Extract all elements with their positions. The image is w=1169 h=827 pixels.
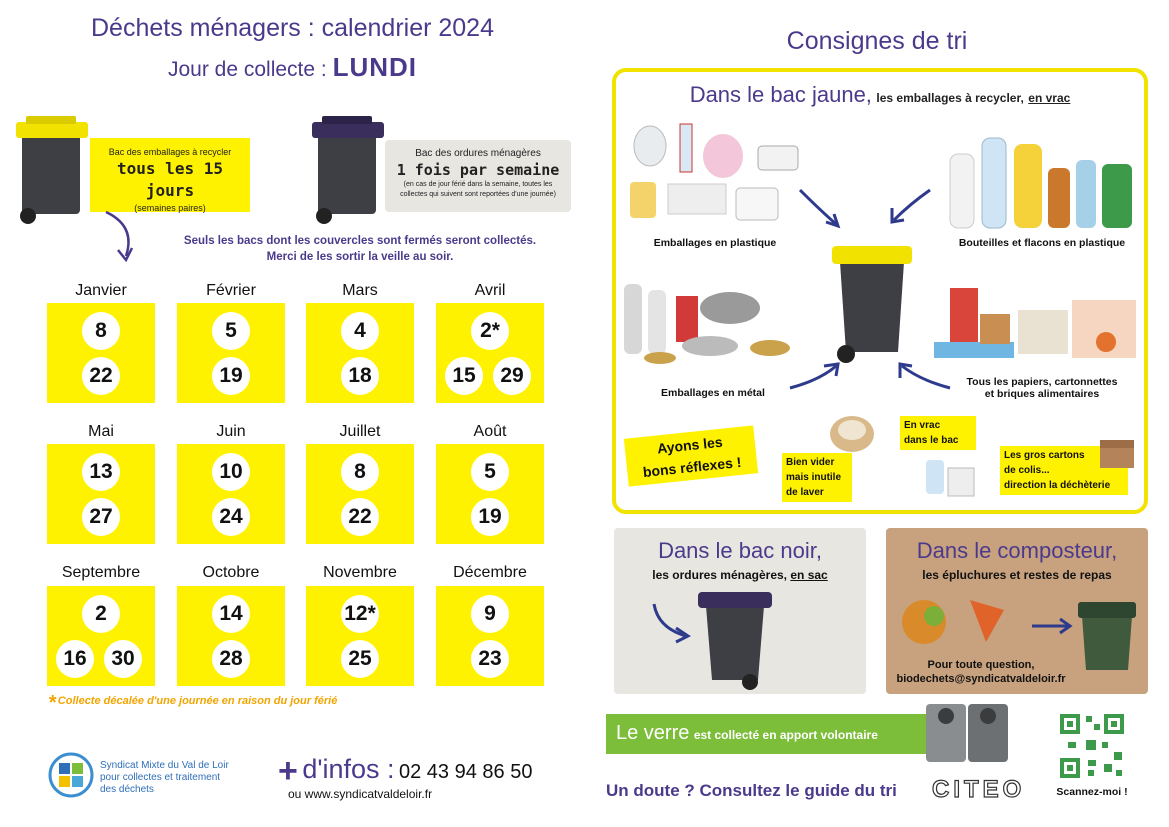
tip-cartons-line2: de colis... — [1004, 465, 1050, 476]
collection-date: 18 — [341, 357, 379, 395]
sorting-guide-line: Un doute ? Consultez le guide du tri — [606, 781, 897, 800]
collection-date: 8 — [341, 453, 379, 491]
month-box — [436, 444, 544, 544]
black-bin-panel-title: Dans le bac noir, — [658, 538, 822, 563]
scan-label: Scannez-moi ! — [1056, 786, 1128, 798]
month-box — [306, 586, 414, 686]
papers-cartons-image — [930, 284, 1142, 370]
tri-title: Consignes de tri — [786, 27, 968, 55]
papers-caption-line2: et briques alimentaires — [984, 388, 1100, 400]
month-box — [177, 303, 285, 403]
collection-date: 22 — [341, 498, 379, 536]
month-box — [177, 444, 285, 544]
month-box — [436, 303, 544, 403]
month-box — [177, 586, 285, 686]
collection-date: 15 — [445, 357, 483, 395]
yellow-bin-line3: (semaines paires) — [134, 203, 206, 213]
collect-label: Jour de collecte : — [167, 58, 327, 81]
month-name: Janvier — [75, 282, 127, 299]
footnote — [48, 692, 337, 715]
plus-icon: + — [278, 752, 298, 790]
month-box — [47, 586, 155, 686]
tip-empty — [782, 453, 852, 502]
yellow-bin-subtitle: les emballages à recycler, — [876, 91, 1024, 105]
qr-code[interactable] — [1058, 712, 1126, 780]
yellow-bin-subtitle-em: en vrac — [1028, 91, 1071, 105]
arrow-to-composter — [1030, 616, 1074, 636]
black-bin-line1: Bac des ordures ménagères — [415, 148, 541, 159]
curved-arrow — [100, 208, 140, 264]
plastic-packaging-caption: Emballages en plastique — [653, 237, 777, 249]
collection-warning — [150, 233, 570, 265]
yellow-bin-note — [90, 138, 250, 212]
black-bin-frequency: 1 fois par semaine — [396, 161, 560, 179]
org-line1: Syndicat Mixte du Val de Loir — [100, 760, 229, 771]
month-name: Décembre — [453, 564, 527, 581]
footnote-star: * — [48, 692, 56, 714]
compost-email[interactable]: biodechets@syndicatvaldeloir.fr — [896, 673, 1066, 685]
peelings-image — [900, 594, 1020, 648]
plastic-bottles-caption: Bouteilles et flacons en plastique — [958, 237, 1126, 249]
month-name: Juin — [216, 423, 246, 440]
month-box — [47, 444, 155, 544]
collection-date: 19 — [471, 498, 509, 536]
yogurt-pot-icon — [826, 414, 878, 454]
yellow-bin-line1: Bac des emballages à recycler — [108, 147, 232, 157]
month-name: Septembre — [61, 564, 141, 581]
org-line2: pour collectes et traitement — [100, 772, 221, 783]
citeo-logo: CITEO — [932, 776, 1026, 803]
collection-date: 25 — [341, 640, 379, 678]
yellow-bin-frequency: tous les 15 jours — [117, 159, 223, 200]
arrow-to-black-bin — [648, 598, 698, 644]
black-bin-line3: (en cas de jour férié dans la semaine, toutes les collectes qui suivent sont reportées d'une journée) — [400, 181, 556, 198]
month-name: Février — [206, 282, 256, 299]
tip-loose — [900, 416, 976, 450]
page-title: Déchets ménagers : calendrier 2024 — [90, 14, 494, 42]
phone-number[interactable]: 02 43 94 86 50 — [398, 761, 533, 783]
collection-date: 8 — [82, 312, 120, 350]
composter-image — [1074, 594, 1140, 674]
metal-packaging-image — [620, 278, 800, 368]
black-bin-illustration — [310, 112, 390, 227]
cardboard-box-icon — [1096, 432, 1138, 472]
month-name: Août — [473, 423, 507, 440]
collection-date: 2 — [82, 595, 120, 633]
compost-title: Dans le composteur, — [916, 538, 1118, 563]
tip-empty-line3: de laver — [786, 487, 824, 498]
collection-date: 4 — [341, 312, 379, 350]
collection-date: 9 — [471, 595, 509, 633]
collection-date: 2* — [471, 312, 509, 350]
tip-empty-line1: Bien vider — [786, 457, 835, 468]
collection-date: 5 — [471, 453, 509, 491]
collect-day-line — [0, 52, 585, 83]
compost-subtitle: les épluchures et restes de repas — [922, 568, 1112, 582]
collection-date: 24 — [212, 498, 250, 536]
plastic-bottles-image — [946, 124, 1136, 232]
tip-empty-line2: mais inutile — [786, 472, 842, 483]
loose-packaging-icon — [920, 452, 980, 502]
tip-loose-line1: En vrac — [904, 420, 941, 431]
collect-day: LUNDI — [332, 52, 418, 82]
tip-cartons-line1: Les gros cartons — [1004, 450, 1085, 461]
tip-cartons-line3: direction la déchèterie — [1004, 480, 1111, 491]
tip-loose-line2: dans le bac — [904, 435, 959, 446]
collection-date: 13 — [82, 453, 120, 491]
collection-date: 10 — [212, 453, 250, 491]
black-bin-note — [385, 140, 571, 212]
glass-label: Le verre — [616, 722, 690, 744]
metal-packaging-caption: Emballages en métal — [661, 387, 765, 399]
glass-text: est collecté en apport volontaire — [693, 728, 878, 742]
warning-line1: Seuls les bacs dont les couvercles sont fermés seront collectés. — [183, 235, 537, 247]
syndicat-logo — [48, 752, 94, 798]
syndicat-name — [100, 760, 229, 796]
collection-date: 5 — [212, 312, 250, 350]
compost-contact — [886, 658, 1076, 686]
yellow-bin-title: Dans le bac jaune, — [689, 82, 872, 107]
month-box — [436, 586, 544, 686]
collection-date: 14 — [212, 595, 250, 633]
footnote-text: Collecte décalée d'une journée en raison du jour férié — [57, 695, 338, 707]
infos-label: d'infos : — [302, 754, 395, 784]
compost-question: Pour toute question, — [927, 659, 1035, 671]
glass-banner-text — [616, 722, 878, 745]
infos-line — [278, 752, 532, 791]
month-name: Juillet — [339, 423, 381, 440]
org-line3: des déchets — [100, 784, 154, 795]
yellow-bin-heading — [620, 82, 1140, 108]
collection-date: 30 — [104, 640, 142, 678]
collection-date: 23 — [471, 640, 509, 678]
black-bin-panel-subtitle — [614, 568, 866, 582]
papers-caption-line1: Tous les papiers, cartonnettes — [966, 376, 1118, 388]
collection-date: 27 — [82, 498, 120, 536]
month-box — [47, 303, 155, 403]
glass-container-image — [924, 696, 1010, 764]
collection-date: 22 — [82, 357, 120, 395]
reflexes-line2: bons réflexes ! — [642, 453, 743, 481]
collection-date: 28 — [212, 640, 250, 678]
black-bin-subtitle-text: les ordures ménagères, — [652, 568, 788, 582]
black-bin-image — [694, 586, 776, 692]
month-box — [306, 303, 414, 403]
month-name: Novembre — [323, 564, 397, 581]
month-box — [306, 444, 414, 544]
collection-date: 29 — [493, 357, 531, 395]
month-name: Mai — [88, 423, 114, 440]
reflexes-line1: Ayons les — [656, 433, 724, 457]
collection-date: 16 — [56, 640, 94, 678]
website-link[interactable]: ou www.syndicatvaldeloir.fr — [288, 787, 433, 801]
month-name: Avril — [474, 282, 506, 299]
yellow-bin-illustration — [14, 112, 94, 227]
month-name: Mars — [342, 282, 378, 299]
warning-line2: Merci de les sortir la veille au soir. — [266, 251, 454, 263]
collection-date: 19 — [212, 357, 250, 395]
collection-date: 12* — [341, 595, 379, 633]
papers-caption — [944, 376, 1140, 400]
black-bin-subtitle-em: en sac — [790, 568, 828, 582]
month-name: Octobre — [202, 564, 260, 581]
